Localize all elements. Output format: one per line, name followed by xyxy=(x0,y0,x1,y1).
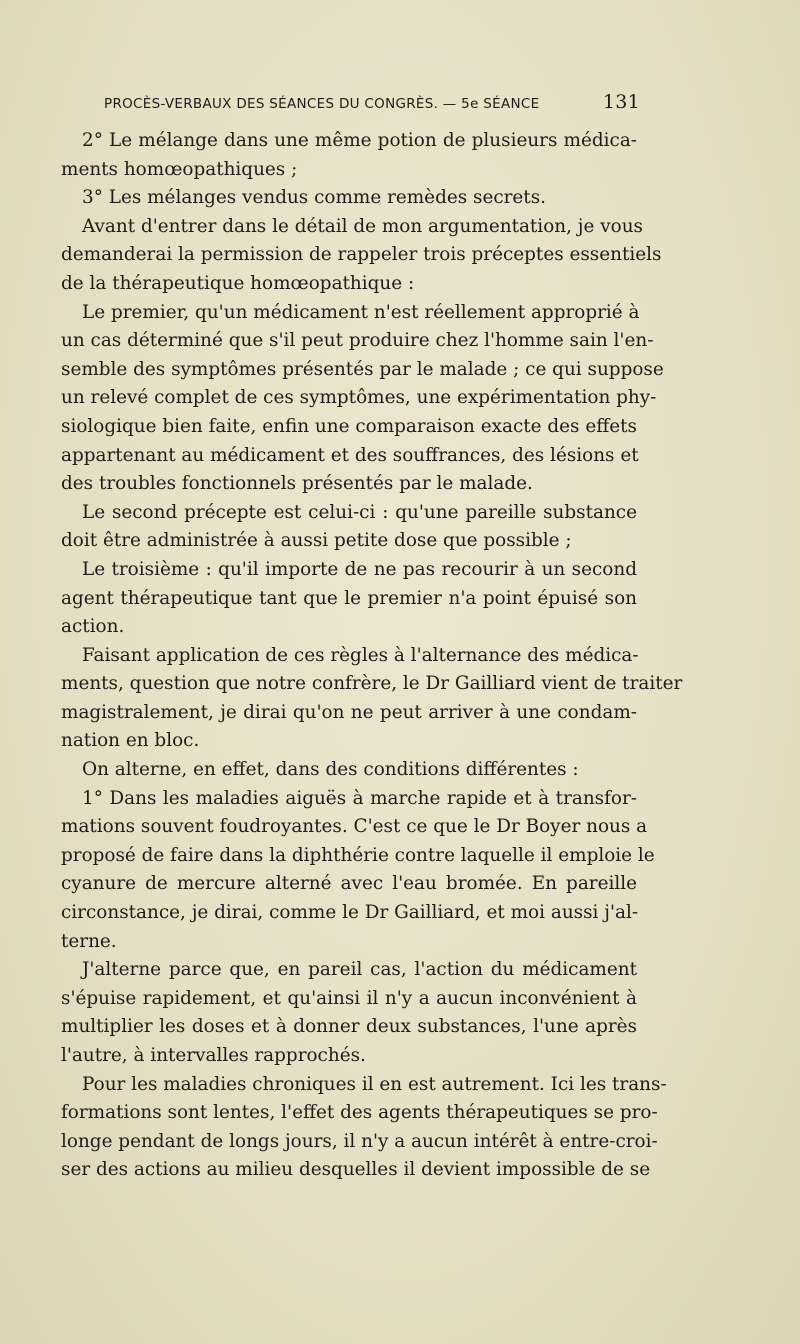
text-line: J'alterne parce que, en pareil cas, l'action du médicament xyxy=(82,959,637,981)
text-line: des troubles fonctionnels présentés par le malade. xyxy=(61,473,533,495)
text-line: cyanure de mercure alterné avec l'eau bromée. En pareille xyxy=(61,873,637,895)
text-line: longe pendant de longs jours, il n'y a aucun intérêt à entre-croi- xyxy=(61,1130,658,1152)
text-line: circonstance, je dirai, comme le Dr Gailliard, et moi aussi j'al- xyxy=(61,902,639,924)
text-line: action. xyxy=(61,616,125,638)
text-line: s'épuise rapidement, et qu'ainsi il n'y a aucun inconvénient à xyxy=(61,987,637,1009)
text-line: Le second précepte est celui-ci : qu'une pareille substance xyxy=(82,501,637,523)
text-line: semble des symptômes présentés par le malade ; ce qui suppose xyxy=(61,358,664,380)
text-line: proposé de faire dans la diphthérie contre laquelle il emploie le xyxy=(61,844,655,866)
text-line: Faisant application de ces règles à l'alternance des médica- xyxy=(82,644,639,666)
text-line: agent thérapeutique tant que le premier n'a point épuisé son xyxy=(61,587,637,609)
text-line: ser des actions au milieu desquelles il devient impossible de se xyxy=(61,1159,651,1181)
text-line: mations souvent foudroyantes. C'est ce que le Dr Boyer nous a xyxy=(61,816,648,838)
running-header xyxy=(104,93,640,117)
body-text xyxy=(61,127,683,1185)
text-line: Le premier, qu'un médicament n'est réellement approprié à xyxy=(82,301,640,323)
text-line: Pour les maladies chroniques il en est autrement. Ici les trans- xyxy=(82,1073,667,1095)
text-line: 1° Dans les maladies aiguës à marche rapide et à transfor- xyxy=(82,787,637,809)
text-line: magistralement, je dirai qu'on ne peut arriver à une condam- xyxy=(61,701,637,723)
running-header-title: PROCÈS-VERBAUX DES SÉANCES DU CONGRÈS. — 5e SÉANCE xyxy=(104,96,540,112)
text-line: On alterne, en effet, dans des conditions différentes : xyxy=(82,759,579,781)
text-line: 2° Le mélange dans une même potion de plusieurs médica- xyxy=(82,130,637,151)
text-line: 3° Les mélanges vendus comme remèdes secrets. xyxy=(82,187,546,209)
text-line: multiplier les doses et à donner deux substances, l'une après xyxy=(61,1016,637,1038)
text-line: l'autre, à intervalles rapprochés. xyxy=(61,1045,366,1066)
text-line: doit être administrée à aussi petite dose que possible ; xyxy=(61,530,572,552)
text-line: demanderai la permission de rappeler trois préceptes essentiels xyxy=(61,244,662,266)
text-line: nation en bloc. xyxy=(61,730,200,752)
page-number: 131 xyxy=(602,91,640,113)
text-line: ments homœopathiques ; xyxy=(61,158,298,180)
text-line: un cas déterminé que s'il peut produire chez l'homme sain l'en- xyxy=(61,330,654,352)
text-line: formations sont lentes, l'effet des agents thérapeutiques se pro- xyxy=(61,1102,658,1124)
text-line: Avant d'entrer dans le détail de mon argumentation, je vous xyxy=(82,215,643,237)
text-line: appartenant au médicament et des souffrances, des lésions et xyxy=(61,444,639,466)
text-line: un relevé complet de ces symptômes, une expérimentation phy- xyxy=(61,387,657,409)
text-line: ments, question que notre confrère, le Dr Gailliard vient de traiter xyxy=(61,673,683,695)
text-line: Le troisième : qu'il importe de ne pas recourir à un second xyxy=(82,558,637,580)
text-line: terne. xyxy=(61,930,117,952)
text-line: siologique bien faite, enfin une comparaison exacte des effets xyxy=(61,415,637,437)
text-line: de la thérapeutique homœopathique : xyxy=(61,272,415,294)
